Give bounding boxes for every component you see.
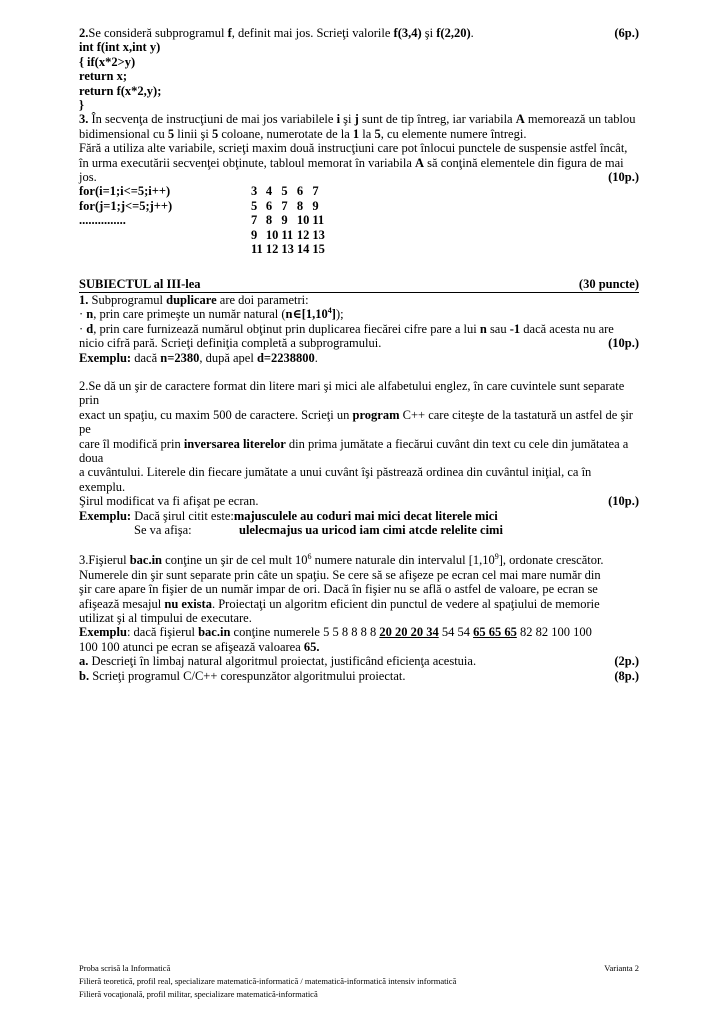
matrix-row: 9 10 11 12 13	[251, 227, 325, 242]
s3-problem-1: 1. Subprogramul duplicare are doi parametri: · n, prin care primeşte un număr natural (n∈[1,10$^4$]); · d, prin care furnizează numărul obţinut prin duplicarea fiecărei cifre pare a lui n sau -1 dacă acesta nu are nicio cifră pară. Scrieţi definiţia completă a subprogramului. (10p.) Exemplu: dacă n=2380, după apel d=2238800.	[79, 292, 639, 365]
matrix-row: 3 4 5 6 7	[251, 184, 319, 199]
problem-2-points: (6p.)	[614, 26, 639, 40]
problem-3-points: (10p.)	[608, 170, 639, 185]
matrix-row: 7 8 9 10 11	[251, 213, 325, 228]
problem-3-code-and-matrix	[79, 184, 639, 256]
page-footer: Proba scrisă la Informatică Varianta 2 Filieră teoretică, profil real, specializare matematică-informatică / matematică-informatică intensiv informatică Filieră vocaţională, profil militar, specializare matematică-informatică	[79, 963, 639, 999]
problem-3-code: for(i=1;i<=5;i++) for(j=1;j<=5;j++) ...............	[79, 184, 173, 228]
s3-problem-3: 3.Fişierul bac.in conţine un şir de cel mult $10^6$ numere naturale din intervalul [1,10$^9$], ordonate crescător. Numerele din şir sunt separate prin câte un spaţiu. Se cere să se afişeze pe ecran cel mai mare număr din şir care apare în fişier de un număr impar de ori. Dacă în fişier nu se află o astfel de valoare, pe ecran se afişează mesajul nu exista. Proiectaţi un algoritm eficient din punctul de vedere al spaţiului de memorie utilizat şi al timpului de executare. Exemplu: dacă fişierul bac.in conţine numerele 5 5 8 8 8 8 20 20 20 34 54 54 65 65 65 82 82 100 100 100 100 atunci pe ecran se afişează valoarea 65. a. Descrieţi în limbaj natural algoritmul proiectat, justificând eficienţa acestuia. (2p.) b. Scrieţi programul C/C++ corespunzător algoritmului proiectat. (8p.)	[79, 552, 639, 683]
problem-2-statement: 2.Se consideră subprogramul f, definit mai jos. Scrieţi valorile f(3,4) şi f(2,20). (6p.)	[79, 26, 639, 40]
subject-3-heading: SUBIECTUL al III-lea (30 puncte)	[79, 277, 639, 293]
s3-problem-2: 2.Se dă un şir de caractere format din litere mari şi mici ale alfabetului englez, în care cuvintele sunt separate prin exact un spaţiu, cu maxim 500 de caractere. Scrieţi un program C++ care citeşte de la tastatură un astfel de şir pe care îl modifică prin inversarea literelor din prima jumătate a fiecărui cuvânt din text cu cele din jumătatea a doua a cuvântului. Literele din fiecare jumătate a unui cuvânt îşi păstrează ordinea din cuvântul iniţial, ca în exemplu. Şirul modificat va fi afişat pe ecran. (10p.) Exemplu: Dacă şirul citit este: majusculele au coduri mai mici decat literele mici Se va afişa: ulelecmajus ua uricod iam cimi atcde relelite cimi	[79, 378, 639, 537]
s3-problem-2-points: (10p.)	[608, 494, 639, 509]
problem-3-statement: 3. În secvenţa de instrucţiuni de mai jos variabilele i şi j sunt de tip întreg, iar variabila A memorează un tablou bidimensional cu 5 linii şi 5 coloane, numerotate de la 1 la 5, cu elemente numere întregi. Fără a utiliza alte variabile, scrieţi maxim două instrucţiuni care pot înlocui punctele de suspensie astfel încât, în urma executării secvenţei obţinute, tabloul memorat în variabila A să conţină elementele din figura de mai jos. (10p.)	[79, 112, 639, 185]
variant-label: Varianta 2	[604, 963, 639, 973]
subject-3-points: (30 puncte)	[578, 276, 639, 291]
matrix-row: 11 12 13 14 15	[251, 242, 325, 257]
s3-problem-3b-points: (8p.)	[614, 668, 639, 683]
s3-problem-1-points: (10p.)	[608, 336, 639, 351]
matrix-row: 5 6 7 8 9	[251, 198, 319, 213]
result-matrix	[251, 184, 328, 256]
s3-problem-3a-points: (2p.)	[614, 654, 639, 669]
problem-2-code: int f(int x,int y) { if(x*2>y) return x; return f(x*2,y); }	[79, 40, 162, 113]
exam-page	[79, 26, 639, 683]
